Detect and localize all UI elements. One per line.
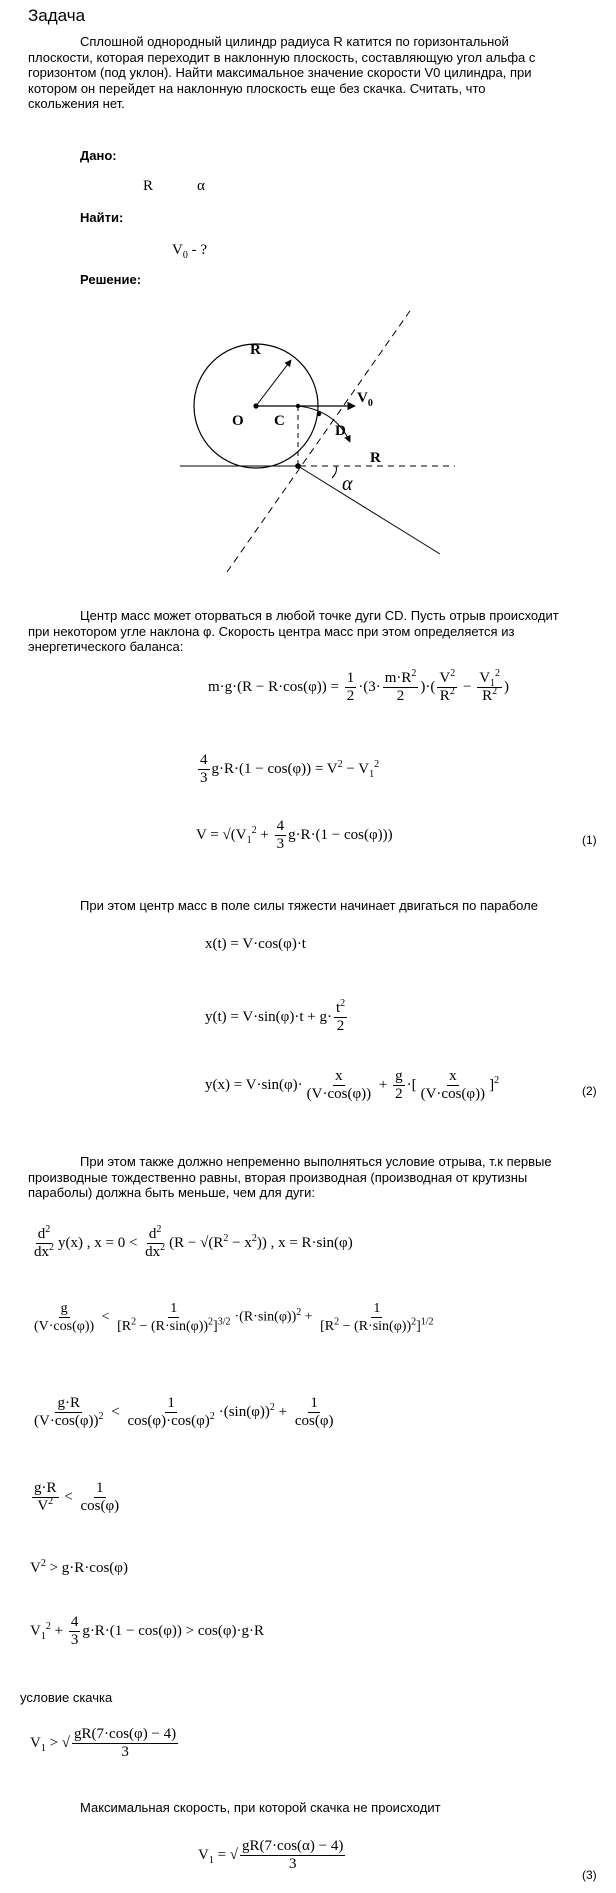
point-o bbox=[253, 403, 258, 408]
eq-number-2: (2) bbox=[582, 1084, 597, 1098]
velocity-equation: $V = √(V_1^2$ + $\frac{4}{3}$ g·R·(1 − cos(φ))) bbox=[196, 818, 393, 852]
inequality-2: $\frac{g\cdot R}{(V\cdot\cos(\varphi))^2}$ < $\frac{1}{\cos(\varphi)\cdot\cos(\varphi)^2}$ $\cdot(\sin(\varphi))^2$ + $\frac{1}{\cos(\varphi)}$ bbox=[34, 1395, 334, 1429]
max-velocity-equation: $V_1$ = √ $\frac{gR(7\cdot\cos(\alpha) - 4)}{3}$ bbox=[198, 1838, 344, 1872]
jump-condition-label: условие скачка bbox=[20, 1690, 113, 1705]
label-r-top: R bbox=[250, 342, 261, 358]
find-value bbox=[172, 242, 207, 259]
eq-number-1: (1) bbox=[582, 833, 597, 847]
y-t-equation: y(t) = V·sin(φ)·t + g· $\frac{t^2}{2}$ bbox=[205, 998, 346, 1034]
find-sub: 0 bbox=[182, 250, 188, 261]
energy-equation: m·g·(R − R·cos(φ)) = $\frac{1}{2}$ ·(3· $\frac{m\cdot R^2}{2}$ )·( $\frac{V^2}{R^2}$ − $\frac{V_1^2}{R^2}$ ) bbox=[208, 668, 510, 704]
label-r-bottom: R bbox=[370, 450, 381, 466]
incline-plane bbox=[298, 466, 440, 554]
given-alpha: α bbox=[197, 178, 205, 194]
x-equation: x(t) = V·cos(φ)·t bbox=[205, 936, 306, 952]
label-c: C bbox=[274, 413, 285, 429]
paragraph-2: При этом центр масс в поле силы тяжести начинает двигаться по параболе bbox=[80, 898, 538, 913]
find-v: V bbox=[172, 242, 183, 258]
inequality-4: $V^2 > g\cdot R\cdot\cos(\varphi)$ bbox=[30, 1558, 128, 1576]
paragraph-line: Центр масс может оторваться в любой точке дуги CD. Пусть отрыв происходит bbox=[80, 608, 559, 623]
inequality-3: $\frac{g\cdot R}{V^2}$ < $\frac{1}{\cos(\varphi)}$ bbox=[34, 1480, 120, 1514]
label-v0 bbox=[357, 390, 373, 409]
problem-line: скольжения нет. bbox=[28, 96, 125, 111]
point-d bbox=[317, 412, 321, 416]
problem-text bbox=[28, 34, 608, 112]
paragraph-line: энергетического баланса: bbox=[28, 639, 184, 654]
label-d: D bbox=[335, 423, 346, 439]
problem-line: горизонтом (под уклон). Найти максимальное значение скорости V0 цилиндра, при bbox=[28, 65, 532, 80]
find-heading: Найти: bbox=[80, 210, 124, 225]
find-rest: - ? bbox=[187, 242, 207, 258]
page-title: Задача bbox=[28, 6, 86, 25]
paragraph-4: Максимальная скорость, при которой скачка не происходит bbox=[80, 1800, 441, 1815]
problem-line: Сплошной однородный цилиндр радиуса R катится по горизонтальной bbox=[80, 34, 509, 49]
inequality-5: $V_1^2$ + $\frac{4}{3}$ g·R·(1 − cos(φ)) > cos(φ)·g·R bbox=[30, 1614, 264, 1648]
label-o: O bbox=[232, 413, 244, 429]
label-v0-v: V bbox=[357, 390, 368, 406]
corner-point bbox=[295, 463, 301, 469]
eq-number-3: (3) bbox=[582, 1868, 597, 1882]
cylinder-diagram bbox=[170, 300, 470, 580]
paragraph-line: производные тождественно равны, вторая производная (производная от крутизны bbox=[28, 1169, 528, 1185]
problem-line: котором он перейдет на наклонную плоскость еще без скачка. Считать, что bbox=[28, 80, 486, 96]
paragraph-line: параболы) должна быть меньше, чем для дуги: bbox=[28, 1185, 316, 1200]
given-heading: Дано: bbox=[80, 148, 117, 163]
paragraph-line: при некотором угле наклона φ. Скорость центра масс при этом определяется из bbox=[28, 623, 515, 639]
given-r: R bbox=[143, 178, 154, 194]
y-x-equation: y(x) = V·sin(φ)· $\frac{x}{(V\cdot\cos(\varphi))}$ + $\frac{g}{2}$ ·[ $\frac{x}{(V\cdot\cos(\varphi))}$ ]$^2$ bbox=[205, 1068, 500, 1102]
solution-heading: Решение: bbox=[80, 272, 142, 287]
paragraph-3 bbox=[28, 1154, 608, 1201]
label-v0-sub: 0 bbox=[367, 398, 373, 409]
paragraph-1 bbox=[28, 608, 608, 655]
jump-condition: $V_1$ > √ $\frac{gR(7\cdot\cos(\varphi) - 4)}{3}$ bbox=[30, 1726, 177, 1760]
energy-equation-2: $\frac{4}{3}$ $g\cdot R\cdot(1 - \cos(\varphi)) = V^2 - V_1^2$ bbox=[200, 752, 380, 786]
problem-line: плоскости, которая переходит в наклонную плоскость, составляющую угол альфа с bbox=[28, 49, 536, 65]
radius-arrow bbox=[256, 360, 291, 406]
point-c bbox=[296, 404, 300, 408]
paragraph-line: При этом также должно непременно выполняться условие отрыва, т.к первые bbox=[80, 1154, 552, 1169]
second-derivative-condition: $\frac{d^2}{dx^2}$ y(x) , x = 0 < $\frac{d^2}{dx^2}$ $(R - √(R^2 - x^2))$ , x = R·sin(φ) bbox=[34, 1224, 353, 1260]
label-alpha: α bbox=[342, 473, 353, 495]
alpha-arc bbox=[332, 466, 337, 478]
inequality-1: $\frac{g}{(V\cdot\cos(\varphi))}$ < $\frac{1}{[R^2 - (R\cdot\sin(\varphi))^2]^{3/2}}$ $\cdot(R\cdot\sin(\varphi))^2$ + $\frac{1}{[R^2 - (R\cdot\sin(\varphi))^2]^{1/2}}$ bbox=[34, 1301, 434, 1334]
